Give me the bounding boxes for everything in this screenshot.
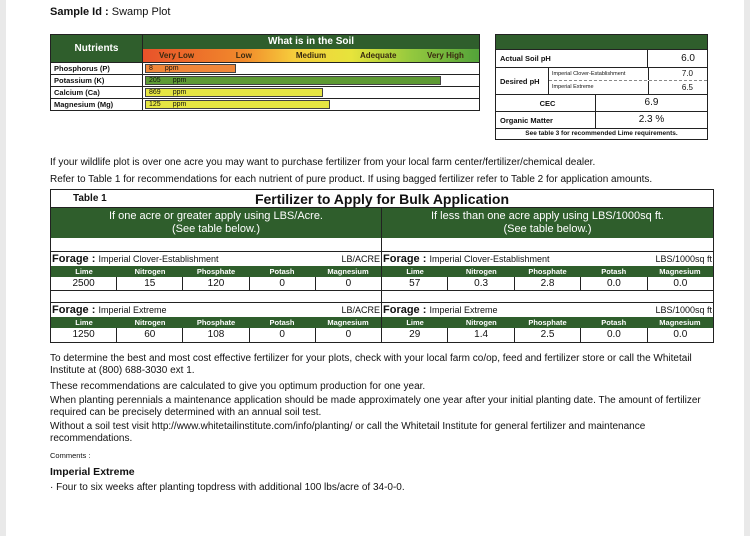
- nutrient-value: 8: [149, 65, 153, 72]
- cell-lime: 2500: [51, 277, 117, 290]
- footer-paragraph-2: These recommendations are calculated to give you optimum production for one year.: [50, 381, 426, 392]
- table-title: Fertilizer to Apply for Bulk Application: [254, 190, 510, 207]
- nutrients-header: Nutrients: [51, 35, 143, 62]
- column-headers: [51, 317, 381, 328]
- nutrient-bar: [145, 64, 236, 73]
- soil-scale-title: What is in the Soil: [143, 35, 479, 49]
- nutrient-row-potassium: [51, 74, 479, 86]
- nutrient-name: Magnesium (Mg): [51, 99, 143, 110]
- forage-unit: LB/ACRE: [341, 305, 380, 315]
- comments-label: Comments :: [50, 451, 91, 460]
- nutrients-table: [50, 34, 480, 111]
- sqft-header-line: If less than one acre apply using LBS/1000sq ft.: [431, 210, 664, 222]
- sample-id: [50, 6, 170, 18]
- col-nitrogen: Nitrogen: [134, 267, 166, 276]
- intro-line-2: Refer to Table 1 for recommendations for each nutrient of pure product. If using bagged fertilizer refer to Table 2 for application amounts.: [50, 174, 653, 185]
- cell-nitrogen: 0.3: [448, 277, 514, 290]
- column-headers: [382, 266, 713, 277]
- cec-value: 6.9: [644, 97, 659, 108]
- desired-crop-name: Imperial Extreme: [549, 81, 649, 94]
- col-potash: Potash: [601, 318, 627, 327]
- cell-potash: 0: [250, 277, 316, 290]
- nutrient-name: Calcium (Ca): [51, 87, 143, 98]
- forage-unit: LBS/1000sq ft: [655, 254, 712, 264]
- col-magnesium: Magnesium: [327, 318, 369, 327]
- nutrient-row-calcium: [51, 86, 479, 98]
- table-number: Table 1: [73, 193, 107, 204]
- col-phosphate: Phosphate: [196, 267, 236, 276]
- cell-magnesium: 0: [345, 278, 352, 289]
- acre-section-header: [51, 208, 381, 238]
- forage-row: [382, 302, 713, 317]
- footer-paragraph-1: To determine the best and most cost effective fertilizer for your plots, check with your local farm co/op, feed and fertilizer store or call the Whitetail Institute at (800) 688-3030 ext 1.: [50, 353, 692, 376]
- level-very-high: Very High: [426, 51, 464, 60]
- desired-ph-value: 6.5: [681, 83, 693, 92]
- forage-label: Forage :: [383, 304, 427, 316]
- col-magnesium: Magnesium: [659, 318, 701, 327]
- acre-header-line: If one acre or greater apply using LBS/Acre.: [108, 210, 323, 222]
- nutrient-unit: ppm: [172, 101, 187, 108]
- cell-potash: 0.0: [581, 277, 647, 290]
- level-medium: Medium: [295, 51, 327, 60]
- sqft-section-header: [382, 208, 713, 238]
- organic-matter-label: Organic Matter: [496, 112, 596, 128]
- cell-magnesium: 0.0: [673, 329, 688, 340]
- col-nitrogen: Nitrogen: [465, 318, 497, 327]
- nutrient-row-phosphorus: [51, 62, 479, 74]
- acre-header-note: (See table below.): [171, 223, 261, 235]
- organic-matter-value: 2.3 %: [638, 114, 665, 125]
- forage-unit: LB/ACRE: [341, 254, 380, 264]
- acre-section: [51, 208, 382, 342]
- cell-nitrogen: 15: [117, 277, 183, 290]
- nutrient-bar: [145, 100, 330, 109]
- col-phosphate: Phosphate: [528, 318, 567, 327]
- col-nitrogen: Nitrogen: [465, 267, 497, 276]
- col-lime: Lime: [75, 318, 93, 327]
- cell-phosphate: 120: [183, 277, 249, 290]
- soil-level-scale: [143, 49, 479, 62]
- cell-potash: 0.0: [581, 328, 647, 342]
- column-headers: [51, 266, 381, 277]
- cell-lime: 29: [382, 328, 448, 342]
- cell-nitrogen: 60: [117, 328, 183, 342]
- desired-ph-value: 7.0: [681, 69, 693, 78]
- comment-text: · Four to six weeks after planting topdress with additional 100 lbs/acre of 34-0-0.: [50, 482, 405, 493]
- lime-note: See table 3 for recommended Lime requirements.: [525, 130, 678, 137]
- fertilizer-table: [50, 189, 714, 343]
- cell-phosphate: 2.5: [515, 328, 581, 342]
- col-lime: Lime: [75, 267, 93, 276]
- nutrient-value: 869: [149, 89, 161, 96]
- ph-table: [495, 34, 708, 140]
- forage-label: Forage :: [383, 253, 427, 265]
- level-very-low: Very Low: [159, 51, 195, 60]
- cell-magnesium: 0: [345, 329, 352, 340]
- forage-row: [51, 302, 381, 317]
- desired-crop-name: Imperial Clover-Establishment: [549, 68, 649, 80]
- cell-potash: 0: [250, 328, 316, 342]
- nutrient-unit: ppm: [172, 77, 187, 84]
- actual-ph-value: 6.0: [681, 53, 695, 64]
- forage-row: [51, 251, 381, 266]
- forage-crop: Imperial Extreme: [98, 305, 167, 315]
- cell-phosphate: 108: [183, 328, 249, 342]
- sqft-section: [382, 208, 713, 342]
- col-potash: Potash: [269, 318, 295, 327]
- forage-crop: Imperial Clover-Establishment: [98, 254, 219, 264]
- desired-ph-label: Desired pH: [500, 76, 540, 86]
- column-headers: [382, 317, 713, 328]
- forage-label: Forage :: [52, 253, 96, 265]
- nutrient-row-magnesium: [51, 98, 479, 110]
- col-nitrogen: Nitrogen: [134, 318, 166, 327]
- col-magnesium: Magnesium: [659, 267, 701, 276]
- sqft-header-note: (See table below.): [503, 223, 592, 235]
- nutrient-value: 205: [149, 77, 161, 84]
- cell-lime: 57: [382, 277, 448, 290]
- soil-report-page: [6, 0, 744, 536]
- nutrient-bar: [145, 76, 441, 85]
- nutrient-unit: ppm: [164, 65, 179, 72]
- forage-crop: Imperial Clover-Establishment: [429, 254, 550, 264]
- cell-phosphate: 2.8: [515, 277, 581, 290]
- col-potash: Potash: [269, 267, 295, 276]
- cell-lime: 1250: [51, 328, 117, 342]
- sample-id-label: Sample Id :: [50, 6, 109, 18]
- ph-header-band: [496, 35, 707, 50]
- nutrient-name: Phosphorus (P): [51, 63, 143, 74]
- forage-crop: Imperial Extreme: [429, 305, 498, 315]
- comment-title: Imperial Extreme: [50, 466, 135, 478]
- col-potash: Potash: [601, 267, 627, 276]
- table-row: [382, 328, 713, 342]
- level-adequate: Adequate: [359, 51, 397, 60]
- sample-id-value: Swamp Plot: [111, 6, 171, 18]
- cell-nitrogen: 1.4: [448, 328, 514, 342]
- intro-line-1: If your wildlife plot is over one acre you may want to purchase fertilizer from your local farm center/fertilizer/chemical dealer.: [50, 157, 596, 168]
- col-lime: Lime: [406, 318, 424, 327]
- forage-row: [382, 251, 713, 266]
- table-row: [382, 277, 713, 291]
- table-row: [51, 277, 381, 291]
- forage-unit: LBS/1000sq ft: [655, 305, 712, 315]
- actual-ph-label: Actual Soil pH: [496, 50, 648, 67]
- nutrient-bar: [145, 88, 323, 97]
- col-lime: Lime: [406, 267, 424, 276]
- level-low: Low: [235, 51, 252, 60]
- cell-magnesium: 0.0: [673, 278, 688, 289]
- footer-paragraph-3: When planting perennials a maintenance application should be made approximately one year after your initial planting date. The amount of fertilizer required can be precisely determined with an annual soil test.: [50, 395, 701, 418]
- nutrient-name: Potassium (K): [51, 75, 143, 86]
- nutrient-unit: ppm: [172, 89, 187, 96]
- col-magnesium: Magnesium: [327, 267, 369, 276]
- table-row: [51, 328, 381, 342]
- forage-label: Forage :: [52, 304, 96, 316]
- col-phosphate: Phosphate: [196, 318, 236, 327]
- col-phosphate: Phosphate: [528, 267, 567, 276]
- nutrient-value: 125: [149, 101, 161, 108]
- footer-paragraph-4: Without a soil test visit http://www.whitetailinstitute.com/info/planting/ or call the Whitetail Institute for general fertilizer and maintenance recommendations.: [50, 421, 646, 444]
- cec-label: CEC: [496, 95, 596, 111]
